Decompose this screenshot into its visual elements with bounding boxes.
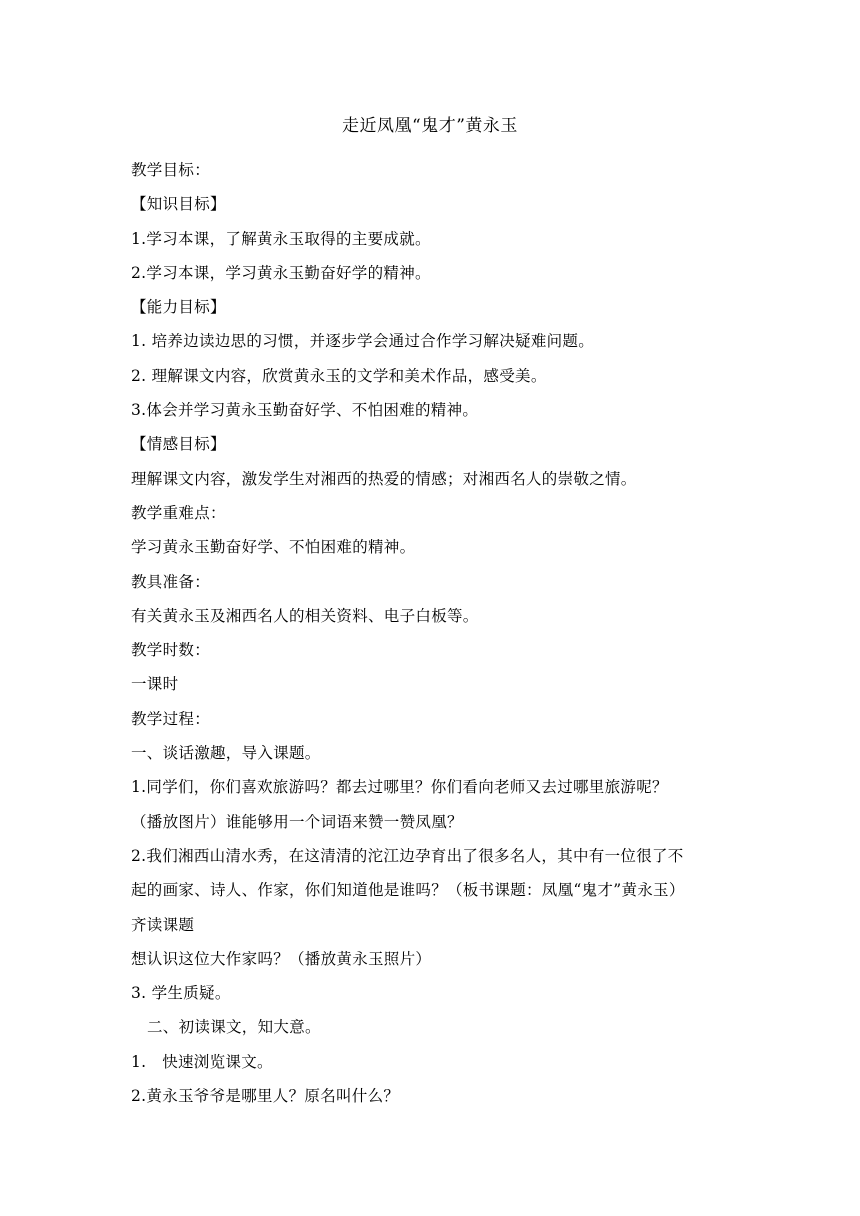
text-line: 1.学习本课，了解黄永玉取得的主要成就。	[131, 229, 431, 248]
text-line: 想认识这位大作家吗？（播放黄永玉照片）	[131, 949, 432, 968]
document-title: 走近凤凰“鬼才”黄永玉	[342, 116, 518, 136]
text-line: （播放图片）谁能够用一个词语来赞一赞凤凰？	[131, 812, 463, 831]
step-heading-2: 二、初读课文，知大意。	[147, 1018, 321, 1037]
subheading-ability-goals: 【能力目标】	[131, 298, 226, 317]
step-heading-1: 一、谈话激趣，导入课题。	[131, 744, 321, 763]
text-line: 起的画家、诗人、作家，你们知道他是谁吗？（板书课题：凤凰“鬼才”黄永玉）	[131, 881, 685, 900]
document-body	[131, 153, 746, 1113]
text-line: 1. 培养边读边思的习惯，并逐步学会通过合作学习解决疑难问题。	[131, 332, 595, 351]
text-line: 1.同学们，你们喜欢旅游吗？都去过哪里？你们看向老师又去过哪里旅游呢？	[131, 778, 668, 797]
text-line: 3. 学生质疑。	[131, 984, 231, 1003]
section-heading-teaching-goals: 教学目标：	[131, 161, 211, 179]
section-heading-key-points: 教学重难点：	[131, 503, 226, 522]
text-line: 理解课文内容，激发学生对湘西的热爱的情感；对湘西名人的崇敬之情。	[131, 469, 637, 488]
text-line: 2.我们湘西山清水秀，在这清清的沱江边孕育出了很多名人，其中有一位很了不	[131, 846, 684, 865]
section-heading-class-hours: 教学时数：	[131, 641, 211, 660]
text-line: 一课时	[131, 675, 179, 694]
text-line: 2.黄永玉爷爷是哪里人？原名叫什么？	[131, 1087, 400, 1106]
text-line: 3.体会并学习黄永玉勤奋好学、不怕困难的精神。	[131, 401, 479, 420]
text-line: 学习黄永玉勤奋好学、不怕困难的精神。	[131, 538, 416, 557]
subheading-emotion-goals: 【情感目标】	[131, 435, 226, 454]
text-line: 齐读课题	[131, 915, 195, 934]
text-line: 2. 理解课文内容，欣赏黄永玉的文学和美术作品，感受美。	[131, 366, 547, 385]
text-line: 有关黄永玉及湘西名人的相关资料、电子白板等。	[131, 606, 479, 625]
subheading-knowledge-goals: 【知识目标】	[131, 195, 226, 214]
text-line: 2.学习本课，学习黄永玉勤奋好学的精神。	[131, 263, 431, 282]
section-heading-teaching-aids: 教具准备：	[131, 572, 211, 591]
section-heading-teaching-process: 教学过程：	[131, 709, 211, 728]
text-line: 1. 快速浏览课文。	[131, 1052, 273, 1071]
